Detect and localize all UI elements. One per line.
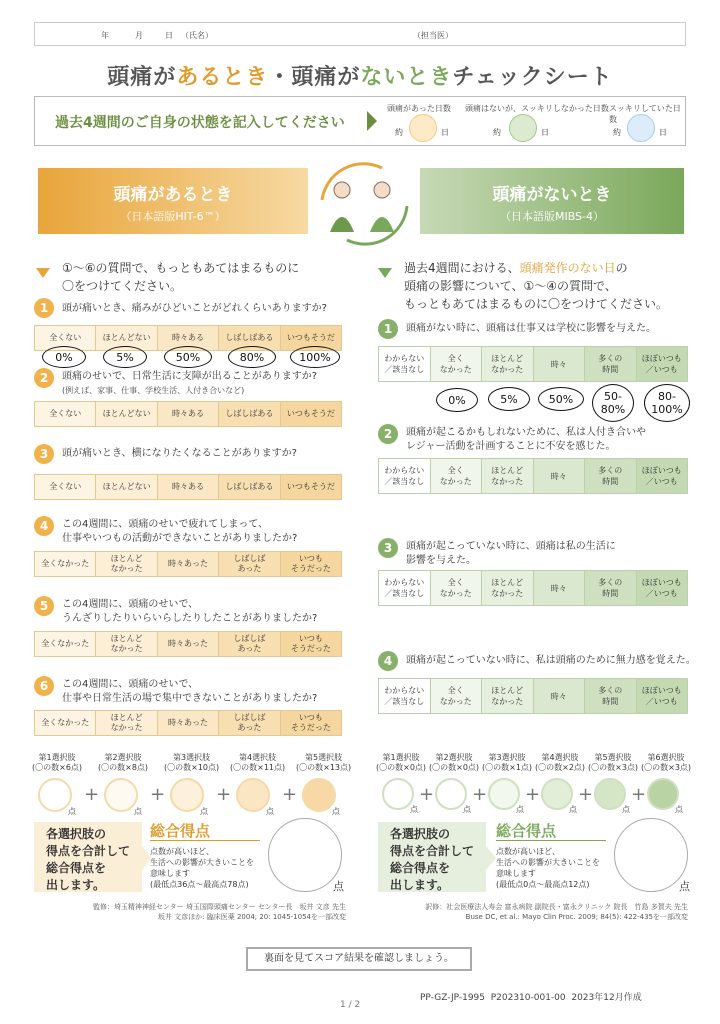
- choice-cell[interactable]: 時々: [534, 459, 586, 493]
- choice-cell[interactable]: しばしばある: [219, 402, 280, 426]
- point-unit: 点: [200, 807, 208, 816]
- choice-row: [378, 678, 688, 714]
- choice-cell[interactable]: ほぼいつも ／いつも: [637, 347, 688, 381]
- question-block: [406, 540, 616, 568]
- point-unit: 点: [333, 880, 344, 893]
- status-item-label: スッキリしていた日数: [609, 104, 681, 124]
- choice-cell[interactable]: 時々ある: [158, 402, 219, 426]
- score-pts: (〇の数×11点): [230, 763, 286, 772]
- score-label: 第2選択肢: [104, 753, 142, 762]
- choice-cell[interactable]: わからない ／該当なし: [379, 679, 431, 713]
- total-score-field[interactable]: [268, 818, 342, 892]
- question-text: 頭が痛いとき、痛みがひどいことがどれくらいありますか?: [62, 303, 327, 314]
- total-note-line: 意味します: [150, 869, 190, 878]
- woman-illustration: [312, 160, 417, 246]
- handwritten-annotation: 0%: [42, 346, 86, 368]
- choice-cell[interactable]: わからない ／該当なし: [379, 571, 431, 605]
- handwritten-annotation: 50- 80%: [592, 384, 634, 422]
- point-unit: 点: [332, 807, 340, 816]
- score-label: 第4選択肢: [541, 753, 579, 762]
- arrow-right-icon: [367, 111, 377, 131]
- score-header: [535, 753, 585, 773]
- score-field[interactable]: [236, 778, 270, 812]
- choice-row: [34, 474, 342, 500]
- left-credit: [30, 902, 346, 922]
- left-ribbon: [38, 168, 308, 234]
- choice-cell[interactable]: ほぼいつも ／いつも: [637, 459, 688, 493]
- choice-cell[interactable]: しばしばある: [219, 326, 280, 350]
- status-prefix: 約: [493, 128, 501, 137]
- days-headache-field[interactable]: [409, 114, 437, 142]
- right-credit: [370, 902, 688, 922]
- question-number: 3: [34, 444, 54, 464]
- choice-cell[interactable]: 全くなかった: [35, 552, 96, 576]
- choice-row: [378, 458, 688, 494]
- document-code: PP-GZ-JP-1995 P202310-001-00 2023年12月作成: [420, 993, 642, 1003]
- total-instruction-line: 得点を合計して: [390, 844, 475, 858]
- choice-cell[interactable]: ほとんど なかった: [96, 552, 157, 576]
- page-number: 1 / 2: [340, 1000, 361, 1010]
- choice-cell[interactable]: 多くの 時間: [585, 347, 637, 381]
- plus-icon: +: [216, 784, 232, 805]
- choice-row: [378, 346, 688, 382]
- question-block: [62, 518, 297, 546]
- score-pts: (〇の数×6点): [32, 763, 83, 772]
- question-text: 頭が痛いとき、横になりたくなることがありますか?: [62, 448, 297, 459]
- intro-part: 過去4週間における、: [404, 261, 520, 275]
- choice-cell[interactable]: 全く なかった: [431, 459, 483, 493]
- choice-cell[interactable]: ほとんどない: [96, 326, 157, 350]
- plus-icon: +: [631, 784, 647, 805]
- total-instruction-line: 出します。: [390, 878, 450, 892]
- status-item-label: 頭痛はないが、スッキリしなかった日数: [465, 104, 609, 113]
- intro-line: もっともあてはまるものに〇をつけてください。: [404, 297, 669, 311]
- total-note-line: 生活への影響が大きいことを: [150, 858, 254, 867]
- score-header: [376, 753, 426, 773]
- plus-icon: +: [419, 784, 435, 805]
- total-note-line: 点数が高いほど、: [150, 847, 214, 856]
- choice-cell[interactable]: 全くなかった: [35, 632, 96, 656]
- choice-cell[interactable]: わからない ／該当なし: [379, 347, 431, 381]
- choice-cell[interactable]: ほぼいつも ／いつも: [637, 571, 688, 605]
- score-pts: (〇の数×0点): [376, 763, 427, 772]
- intro-line: ①～⑥の質問で、もっともあてはまるものに: [62, 261, 300, 275]
- plus-icon: +: [578, 784, 594, 805]
- question-block: [62, 370, 317, 398]
- title-part: ないとき: [360, 65, 453, 90]
- title-part: ・頭痛が: [268, 65, 361, 90]
- question-text: 仕事やいつもの活動ができないことがありましたか?: [62, 533, 298, 544]
- choice-cell[interactable]: 多くの 時間: [585, 571, 637, 605]
- choice-cell[interactable]: 時々あった: [158, 711, 219, 735]
- choice-cell[interactable]: ほぼいつも ／いつも: [637, 679, 688, 713]
- score-header: [641, 753, 691, 773]
- choice-cell[interactable]: 時々あった: [158, 552, 219, 576]
- choice-cell[interactable]: しばしばある: [219, 475, 280, 499]
- score-header: [296, 753, 351, 773]
- left-intro: [62, 259, 299, 295]
- question-text: この4週間に、頭痛のせいで、: [62, 679, 199, 690]
- credit-line: 監修：埼玉精神神経センター 埼玉国際頭痛センター センター長 坂井 文彦 先生: [92, 903, 346, 911]
- choice-cell[interactable]: いつも そうだった: [281, 552, 341, 576]
- score-pts: (〇の数×3点): [641, 763, 692, 772]
- question-number: 4: [378, 651, 398, 671]
- question-number: 5: [34, 596, 54, 616]
- total-title: 総合得点: [496, 822, 557, 840]
- total-score-field[interactable]: [614, 818, 688, 892]
- credit-line: 坂井 文彦ほか: 臨床医薬 2004; 20: 1045-1054を一部改変: [157, 913, 346, 921]
- question-number: 2: [34, 368, 54, 388]
- point-unit: 点: [134, 807, 142, 816]
- total-note-line: 生活への影響が大きいことを: [496, 858, 600, 867]
- choice-cell[interactable]: いつもそうだ: [281, 475, 341, 499]
- days-clear-field[interactable]: [627, 114, 655, 142]
- point-unit: 点: [516, 805, 524, 814]
- choice-cell[interactable]: 時々: [534, 347, 586, 381]
- question-block: [62, 678, 317, 706]
- question-number: 2: [378, 424, 398, 444]
- title-part: あるとき: [176, 65, 269, 90]
- handwritten-annotation: 80- 100%: [644, 384, 690, 422]
- score-pts: (〇の数×8点): [98, 763, 149, 772]
- score-field[interactable]: [104, 778, 138, 812]
- status-prefix: 約: [395, 128, 403, 137]
- point-unit: 点: [679, 880, 690, 893]
- point-unit: 点: [410, 805, 418, 814]
- choice-row: [34, 710, 342, 736]
- year-label: 年: [101, 31, 109, 40]
- see-back-button: 裏面を見てスコア結果を確認しましょう。: [246, 947, 472, 971]
- intro-line: 頭痛の影響について、①～④の質問で、: [404, 279, 617, 293]
- days-unclear-field[interactable]: [509, 114, 537, 142]
- question-number: 1: [378, 319, 398, 339]
- total-note: [150, 846, 254, 890]
- score-header: [32, 753, 82, 773]
- divider: [496, 840, 606, 841]
- question-text: レジャー活動を計画することに不安を感じた。: [406, 441, 616, 452]
- score-label: 第3選択肢: [173, 753, 211, 762]
- score-header: [98, 753, 148, 773]
- choice-row: [34, 401, 342, 427]
- choice-cell[interactable]: 時々ある: [158, 326, 219, 350]
- question-text: 仕事や日常生活の場で集中できないことがありましたか?: [62, 693, 318, 704]
- score-label: 第5選択肢: [305, 753, 343, 762]
- intro-highlight: 頭痛発作のない日: [519, 261, 616, 275]
- choice-cell[interactable]: ほとんど なかった: [482, 459, 534, 493]
- question-number: 1: [34, 298, 54, 318]
- choice-cell[interactable]: いつもそうだ: [281, 402, 341, 426]
- total-note-line: (最低点36点～最高点78点): [150, 880, 249, 889]
- score-field[interactable]: [302, 778, 336, 812]
- choice-cell[interactable]: しばしば あった: [219, 711, 280, 735]
- choice-cell[interactable]: ほとんど なかった: [482, 347, 534, 381]
- right-ribbon-sub: （日本語版MIBS-4）: [499, 210, 605, 223]
- intro-line: 〇をつけてください。: [62, 279, 183, 293]
- handwritten-annotation: 0%: [436, 388, 478, 412]
- right-ribbon: [420, 168, 684, 234]
- choice-cell[interactable]: ほとんど なかった: [96, 632, 157, 656]
- choice-cell[interactable]: ほとんど なかった: [482, 679, 534, 713]
- choice-cell[interactable]: ほとんど なかった: [96, 711, 157, 735]
- question-text: この4週間に、頭痛のせいで、: [62, 599, 199, 610]
- choice-cell[interactable]: ほとんどない: [96, 475, 157, 499]
- plus-icon: +: [84, 784, 100, 805]
- status-suffix: 日: [659, 128, 667, 137]
- left-ribbon-title: 頭痛があるとき: [113, 185, 233, 205]
- choice-cell[interactable]: しばしば あった: [219, 632, 280, 656]
- score-field[interactable]: [170, 778, 204, 812]
- plus-icon: +: [525, 784, 541, 805]
- choice-cell[interactable]: いつもそうだ: [281, 326, 341, 350]
- choice-cell[interactable]: 時々: [534, 571, 586, 605]
- total-instruction-line: 総合得点を: [390, 861, 451, 875]
- score-header: [164, 753, 219, 773]
- total-instruction-line: 総合得点を: [46, 861, 107, 875]
- title-part: チェックシート: [452, 65, 613, 90]
- question-number: 4: [34, 516, 54, 536]
- point-unit: 点: [266, 807, 274, 816]
- score-pts: (〇の数×10点): [164, 763, 220, 772]
- point-unit: 点: [675, 805, 683, 814]
- score-label: 第3選択肢: [488, 753, 526, 762]
- choice-row: [34, 631, 342, 657]
- total-instruction: [390, 826, 474, 894]
- choice-cell[interactable]: 時々: [534, 679, 586, 713]
- choice-cell[interactable]: 全く なかった: [431, 571, 483, 605]
- score-label: 第4選択肢: [239, 753, 277, 762]
- total-note-line: 意味します: [496, 869, 536, 878]
- total-note-line: 点数が高いほど、: [496, 847, 560, 856]
- score-header: [230, 753, 285, 773]
- choice-row: [378, 570, 688, 606]
- question-block: [406, 426, 646, 454]
- day-label: 日: [165, 31, 173, 40]
- status-item-label: 頭痛があった日数: [387, 104, 451, 113]
- name-label: （氏名）: [181, 31, 213, 40]
- question-block: [62, 598, 317, 626]
- point-unit: 点: [68, 807, 76, 816]
- choice-cell[interactable]: ほとんどない: [96, 402, 157, 426]
- intro-part: の: [615, 261, 628, 275]
- handwritten-annotation: 5%: [103, 346, 147, 368]
- credit-line: Buse DC, et al.: Mayo Clin Proc. 2009; 84(5): 422-435を一部改変: [465, 913, 688, 921]
- total-instruction-line: 出します。: [46, 878, 106, 892]
- triangle-down-icon: [36, 268, 50, 278]
- status-suffix: 日: [541, 128, 549, 137]
- month-label: 月: [135, 31, 143, 40]
- plus-icon: +: [150, 784, 166, 805]
- choice-cell[interactable]: 時々ある: [158, 475, 219, 499]
- right-ribbon-title: 頭痛がないとき: [492, 185, 612, 205]
- score-label: 第1選択肢: [382, 753, 420, 762]
- total-note: [496, 846, 600, 890]
- choice-row: [34, 551, 342, 577]
- total-instruction-line: 得点を合計して: [46, 844, 131, 858]
- total-note-line: (最低点0点～最高点12点): [496, 880, 590, 889]
- score-pts: (〇の数×2点): [535, 763, 586, 772]
- total-instruction-line: 各選択肢の: [46, 827, 107, 841]
- plus-icon: +: [472, 784, 488, 805]
- triangle-down-icon: [378, 268, 392, 278]
- status-suffix: 日: [441, 128, 449, 137]
- handwritten-annotation: 100%: [290, 346, 340, 368]
- choice-cell[interactable]: いつも そうだった: [281, 711, 341, 735]
- question-text: この4週間に、頭痛のせいで疲れてしまって、: [62, 519, 269, 530]
- question-text: 頭痛のせいで、日常生活に支障が出ることがありますか?: [62, 371, 318, 382]
- choice-cell[interactable]: 多くの 時間: [585, 459, 637, 493]
- choice-cell[interactable]: 多くの 時間: [585, 679, 637, 713]
- choice-cell[interactable]: 全くない: [35, 326, 96, 350]
- choice-cell[interactable]: 全くなかった: [35, 711, 96, 735]
- status-label: 過去4週間のご自身の状態を記入してください: [55, 115, 345, 131]
- choice-cell[interactable]: 全く なかった: [431, 347, 483, 381]
- point-unit: 点: [463, 805, 471, 814]
- total-instruction-line: 各選択肢の: [390, 827, 451, 841]
- choice-cell[interactable]: 全くない: [35, 475, 96, 499]
- right-intro: [404, 259, 668, 313]
- point-unit: 点: [622, 805, 630, 814]
- choice-cell[interactable]: 全くない: [35, 402, 96, 426]
- score-label: 第1選択肢: [38, 753, 76, 762]
- status-prefix: 約: [613, 128, 621, 137]
- divider: [150, 840, 260, 841]
- point-unit: 点: [569, 805, 577, 814]
- score-pts: (〇の数×13点): [296, 763, 352, 772]
- handwritten-annotation: 50%: [164, 346, 212, 368]
- choice-cell[interactable]: 全く なかった: [431, 679, 483, 713]
- total-title: 総合得点: [150, 822, 211, 840]
- question-number: 6: [34, 676, 54, 696]
- handwritten-annotation: 5%: [488, 387, 530, 411]
- handwritten-annotation: 80%: [228, 346, 276, 368]
- arrow-right-icon: [486, 846, 496, 870]
- credit-line: 訳修：社会医療法人寿会 富永病院 副院長・富永クリニック 院長 竹島 多賀夫 先生: [425, 903, 688, 911]
- choice-cell[interactable]: わからない ／該当なし: [379, 459, 431, 493]
- score-pts: (〇の数×0点): [429, 763, 480, 772]
- question-text: 頭痛が起こるかもしれないために、私は人付き合いや: [406, 427, 646, 438]
- question-text: うんざりしたりいらいらしたりしたことがありましたか?: [62, 613, 318, 624]
- total-instruction: [46, 826, 130, 894]
- score-field[interactable]: [38, 778, 72, 812]
- left-ribbon-sub: （日本語版HIT-6™）: [120, 210, 226, 223]
- question-number: 3: [378, 538, 398, 558]
- score-header: [482, 753, 532, 773]
- status-box: [34, 96, 686, 146]
- score-header: [588, 753, 638, 773]
- doctor-label: （担当医）: [413, 31, 453, 40]
- choice-cell[interactable]: ほとんど なかった: [482, 571, 534, 605]
- question-text: 影響を与えた。: [406, 555, 476, 566]
- score-label: 第6選択肢: [647, 753, 685, 762]
- score-pts: (〇の数×1点): [482, 763, 533, 772]
- question-text: 頭痛がない時に、頭痛は仕事又は学校に影響を与えた。: [406, 323, 656, 334]
- choice-cell[interactable]: しばしば あった: [219, 552, 280, 576]
- score-label: 第2選択肢: [435, 753, 473, 762]
- choice-cell[interactable]: 時々あった: [158, 632, 219, 656]
- score-header: [429, 753, 479, 773]
- page-title: [0, 60, 720, 91]
- header-box: [34, 22, 686, 46]
- question-text: 頭痛が起こっていない時に、私は頭痛のために無力感を覚えた。: [406, 655, 696, 666]
- handwritten-annotation: 50%: [538, 387, 584, 411]
- question-text: 頭痛が起こっていない時に、頭痛は私の生活に: [406, 541, 616, 552]
- plus-icon: +: [282, 784, 298, 805]
- title-part: 頭痛が: [107, 65, 177, 90]
- question-sub: (例えば、家事、仕事、学校生活、人付き合いなど): [62, 386, 245, 395]
- choice-cell[interactable]: いつも そうだった: [281, 632, 341, 656]
- score-label: 第5選択肢: [594, 753, 632, 762]
- score-pts: (〇の数×3点): [588, 763, 639, 772]
